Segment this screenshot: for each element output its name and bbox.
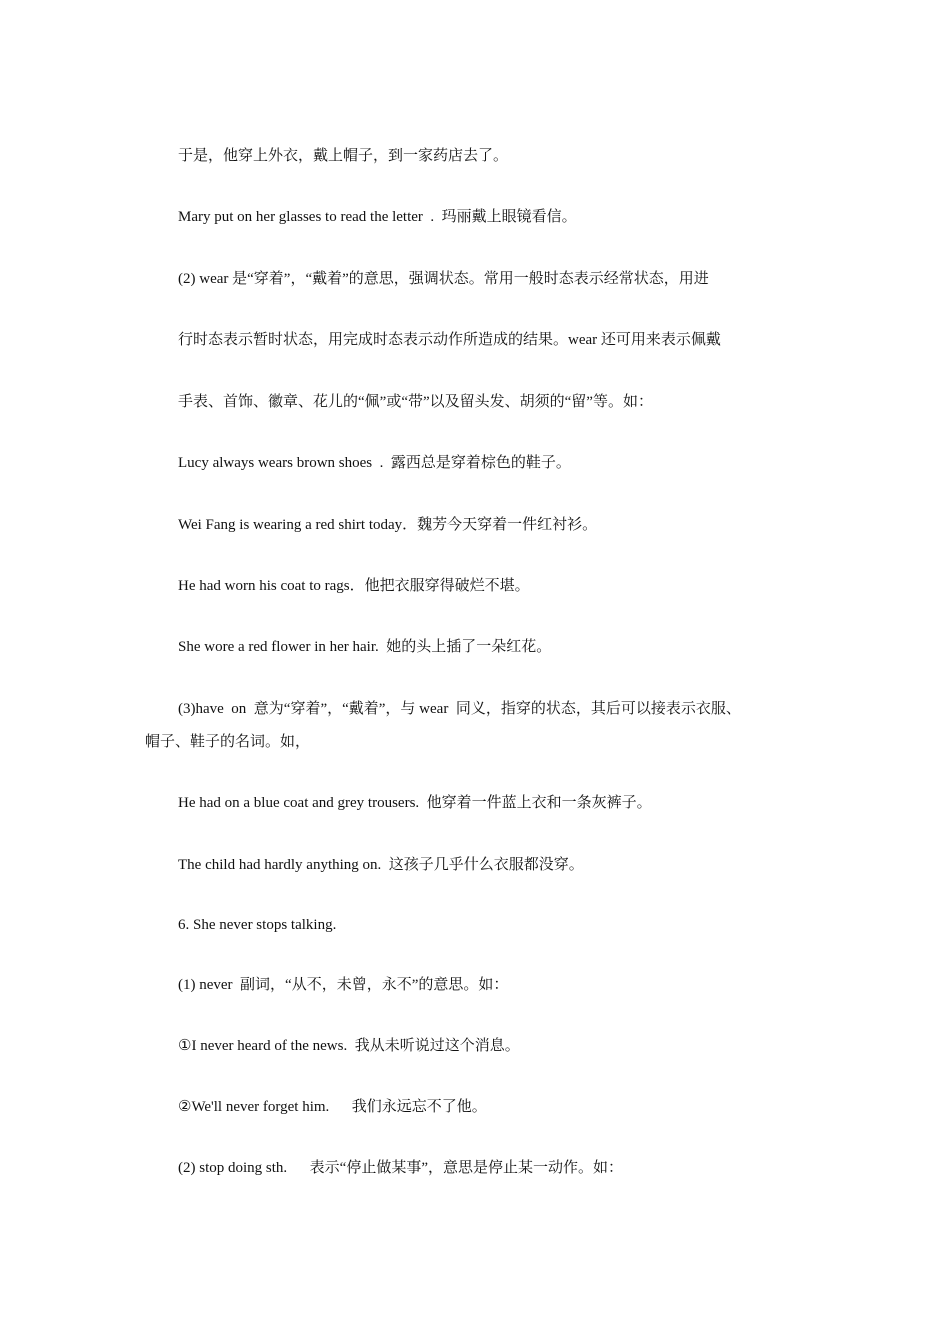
text-line: He had on a blue coat and grey trousers. 他穿着一件蓝上衣和一条灰裤子。 — [178, 795, 652, 811]
text-line: 行时态表示暂时状态，用完成时态表示动作所造成的结果。wear 还可用来表示佩戴 — [178, 332, 721, 348]
text-line: Lucy always wears brown shoes . 露西总是穿着棕色的鞋子。 — [178, 455, 571, 471]
text-line: Mary put on her glasses to read the letter . 玛丽戴上眼镜看信。 — [178, 209, 577, 225]
text-line: 帽子、鞋子的名词。如， — [145, 734, 311, 750]
text-line: (2) wear 是“穿着”，“戴着”的意思，强调状态。常用一般时态表示经常状态，用进 — [178, 271, 709, 287]
section-heading: 6. She never stops talking. — [178, 917, 337, 933]
text-line: The child had hardly anything on. 这孩子几乎什么衣服都没穿。 — [178, 857, 584, 873]
text-line: (3)have on 意为“穿着”，“戴着”，与 wear 同义，指穿的状态，其后可以接表示衣服、 — [178, 701, 741, 717]
text-line: She wore a red flower in her hair. 她的头上插了一朵红花。 — [178, 639, 552, 655]
text-line: Wei Fang is wearing a red shirt today．魏芳今天穿着一件红衬衫。 — [178, 517, 598, 533]
text-line: (1) never 副词，“从不，未曾，永不”的意思。如： — [178, 977, 509, 993]
text-line: He had worn his coat to rags．他把衣服穿得破烂不堪。 — [178, 578, 530, 594]
text-line: 于是，他穿上外衣，戴上帽子，到一家药店去了。 — [178, 148, 509, 164]
example-line: ②We'll never forget him. 我们永远忘不了他。 — [178, 1099, 487, 1115]
example-line: ①I never heard of the news. 我从未听说过这个消息。 — [178, 1038, 520, 1054]
text-line: 手表、首饰、徽章、花儿的“佩”或“带”以及留头发、胡须的“留”等。如： — [178, 394, 653, 410]
text-line: (2) stop doing sth. 表示“停止做某事”，意思是停止某一动作。如： — [178, 1160, 623, 1176]
